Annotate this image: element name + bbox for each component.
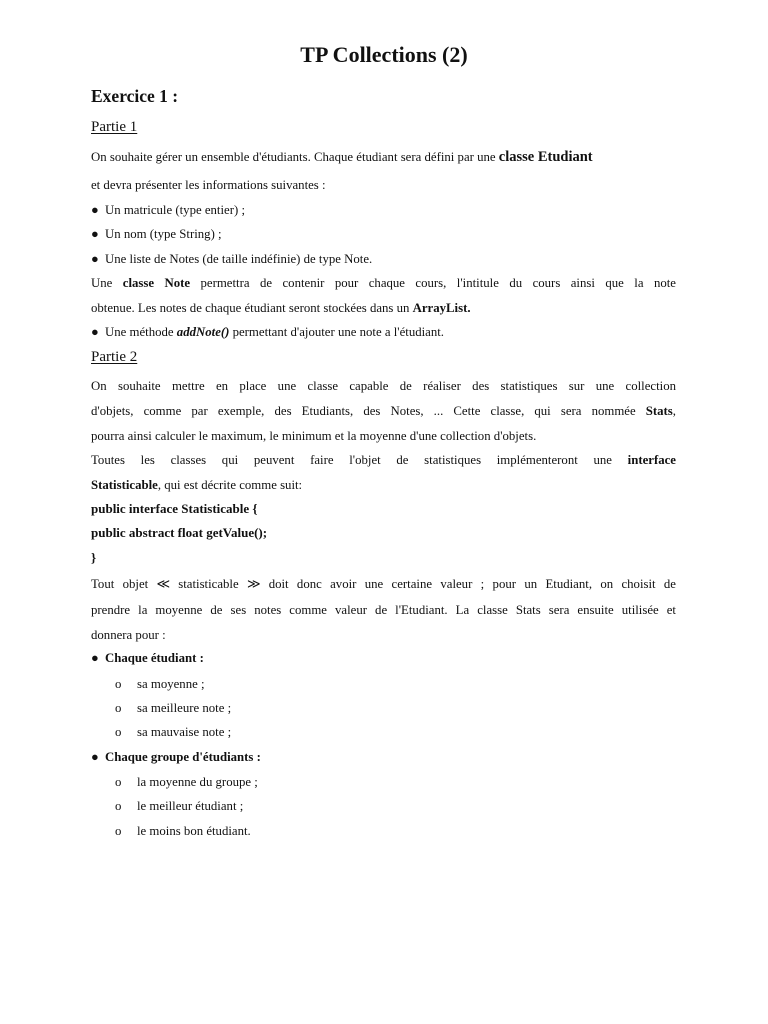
sub-item: o sa moyenne ; (115, 677, 205, 691)
bullet-icon: ● (91, 203, 99, 217)
part2-para3-line2: prendre la moyenne de ses notes comme valeur de l'Etudiant. La classe Stats sera ensuite utilisée et (91, 603, 676, 617)
sub-item: o la moyenne du groupe ; (115, 775, 258, 789)
exercise-heading: Exercice 1 : (91, 86, 179, 106)
circle-bullet-icon: o (115, 677, 122, 691)
list-item-addnote: ● Une méthode addNote() permettant d'ajouter une note a l'étudiant. (91, 325, 445, 339)
list-item-matricule: ● Un matricule (type entier) ; (91, 203, 245, 217)
part2-para3-line3: donnera pour : (91, 628, 166, 642)
sub-item: o le meilleur étudiant ; (115, 799, 244, 813)
bullet-icon: ● (91, 252, 99, 266)
circle-bullet-icon: o (115, 824, 122, 838)
bullet-icon: ● (91, 325, 99, 339)
part2-para1-line3: pourra ainsi calculer le maximum, le minimum et la moyenne d'une collection d'objets. (91, 429, 537, 443)
code-line-1: public interface Statisticable { (91, 501, 258, 516)
arraylist-term: ArrayList. (412, 301, 471, 315)
sub-item: o sa meilleure note ; (115, 701, 232, 715)
code-line-2: public abstract float getValue(); (91, 525, 268, 540)
part2-para1-line1: On souhaite mettre en place une classe capable de réaliser des statistiques sur une collection (91, 379, 676, 393)
statisticable-term: Statisticable (91, 478, 158, 492)
part2-para3-line1: Tout objet ≪ statisticable ≫ doit donc avoir une certaine valeur ; pour un Etudiant, on choisit de (91, 577, 676, 591)
circle-bullet-icon: o (115, 725, 122, 739)
interface-term: interface (627, 453, 676, 467)
bullet-icon: ● (91, 227, 99, 241)
part1-intro-line2: et devra présenter les informations suivantes : (91, 178, 326, 192)
stats-term: Stats (645, 404, 673, 418)
bullet-icon: ● (91, 750, 99, 764)
part1-heading: Partie 1 (91, 119, 138, 135)
part2-heading: Partie 2 (91, 349, 138, 365)
part2-para2-line1: Toutes les classes qui peuvent faire l'objet de statistiques implémenteront une interface (91, 453, 676, 467)
page-title: TP Collections (2) (300, 42, 468, 67)
part1-intro-line1: On souhaite gérer un ensemble d'étudiants. Chaque étudiant sera défini par une classe Etudiant (91, 149, 593, 165)
addnote-method: addNote() (176, 325, 230, 339)
note-paragraph-line1: Une classe Note permettra de contenir pour chaque cours, l'intitule du cours ainsi que la note (91, 276, 676, 290)
classe-etudiant-term: classe Etudiant (498, 149, 593, 165)
list-item-nom: ● Un nom (type String) ; (91, 227, 222, 241)
group-heading-etudiant: ● Chaque étudiant : (91, 651, 204, 665)
circle-bullet-icon: o (115, 775, 122, 789)
part2-para2-line2: Statisticable, qui est décrite comme suit: (91, 478, 303, 492)
note-paragraph-line2: obtenue. Les notes de chaque étudiant seront stockées dans un ArrayList. (91, 301, 471, 315)
sub-item: o sa mauvaise note ; (115, 725, 232, 739)
code-line-3: } (91, 550, 97, 565)
list-item-notes: ● Une liste de Notes (de taille indéfinie) de type Note. (91, 252, 373, 266)
bullet-icon: ● (91, 651, 99, 665)
classe-note-term: classe Note (122, 276, 191, 290)
sub-item: o le moins bon étudiant. (115, 824, 251, 838)
circle-bullet-icon: o (115, 799, 122, 813)
part2-para1-line2: d'objets, comme par exemple, des Etudiants, des Notes, ... Cette classe, qui sera nommée Stats, (91, 404, 676, 418)
circle-bullet-icon: o (115, 701, 122, 715)
group-heading-groupe: ● Chaque groupe d'étudiants : (91, 750, 261, 764)
